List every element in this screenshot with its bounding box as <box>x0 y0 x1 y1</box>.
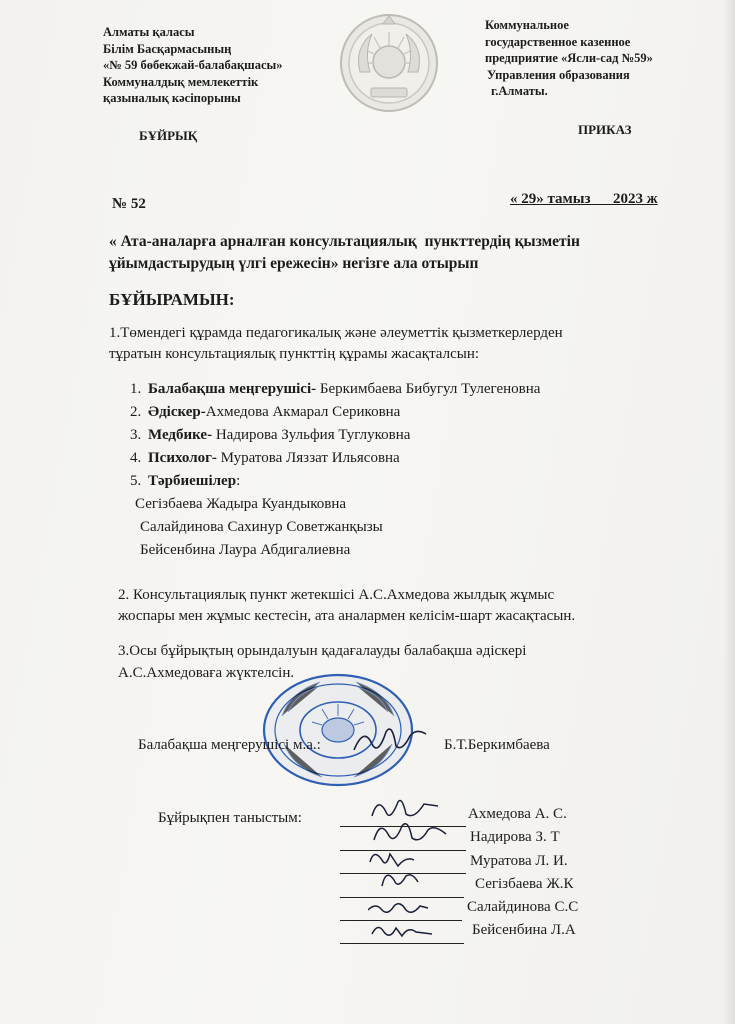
order-title-line2: ұйымдастырудың үлгі ережесін» негізге ала отырып <box>109 255 479 272</box>
header-left-line: Алматы қаласы <box>103 25 195 39</box>
item2-line2: жоспары мен жұмыс кестесін, ата аналармен келісім-шарт жасақтасын. <box>118 608 576 624</box>
list-item: 3. Медбике- Надирова Зульфия Туглуковна <box>130 427 411 443</box>
acquainted-name: Салайдинова С.С <box>467 899 579 915</box>
order-command: БҰЙЫРАМЫН: <box>109 290 235 309</box>
header-left-line: қазыналық кәсіпорыны <box>103 91 241 105</box>
list-item: 1. Балабақша меңгерушісі- Беркимбаева Бибугул Тулегеновна <box>130 381 541 397</box>
paper-edge-shadow <box>723 0 735 1024</box>
header-left-line: Білім Басқармасының <box>103 41 232 56</box>
item1-line1: 1.Төмендегі құрамда педагогикалық және әлеуметтік қызметкерлерден <box>109 325 563 341</box>
header-left-line: «№ 59 бөбекжай-балабақшасы» <box>103 58 283 72</box>
acquainted-name: Ахмедова А. С. <box>468 806 567 822</box>
educator-name: Сегізбаева Жадыра Куандыковна <box>135 496 347 512</box>
header-left-block <box>103 24 283 107</box>
director-signature-icon <box>350 722 430 756</box>
header-right-line: государственное казенное <box>485 34 631 49</box>
handwritten-signatures-icon <box>368 794 458 954</box>
list-item: 2. Әдіскер-Ахмедова Акмарал Сериковна <box>130 404 401 420</box>
header-right-line: Управления образования <box>487 67 630 82</box>
doc-type-ru: ПРИКАЗ <box>578 122 632 137</box>
director-position: Балабақша меңгерушісі м.а.: <box>138 737 321 753</box>
item3-line1: 3.Осы бұйрықтың орындалуын қадағалауды балабақша әдіскері <box>118 643 527 659</box>
item3-line2: А.С.Ахмедоваға жүктелсін. <box>118 665 295 681</box>
educator-name: Бейсенбина Лаура Абдигалиевна <box>140 542 351 558</box>
list-item: 5. Тәрбиешілер: <box>130 473 241 489</box>
header-right-line: г.Алматы. <box>491 84 548 98</box>
order-number: № 52 <box>112 196 146 212</box>
doc-type-kz: БҰЙРЫҚ <box>139 128 198 143</box>
members-list <box>130 378 540 493</box>
acquainted-name: Сегізбаева Ж.К <box>475 876 574 892</box>
acquainted-label: Бұйрықпен таныстым: <box>158 810 302 826</box>
kazakhstan-state-emblem-icon <box>338 12 440 114</box>
acquainted-name: Муратова Л. И. <box>470 853 568 869</box>
acquainted-name: Надирова З. Т <box>470 829 560 845</box>
header-right-block <box>485 17 653 100</box>
order-date: « 29» тамыз 2023 ж <box>510 191 658 207</box>
header-right-line: Коммунальное <box>485 18 569 32</box>
header-right-line: предприятие «Ясли-сад №59» <box>485 51 653 65</box>
item2-line1: 2. Консультациялық пункт жетекшісі А.С.Ахмедова жылдық жұмыс <box>118 587 555 603</box>
acquainted-name: Бейсенбина Л.А <box>472 922 576 938</box>
list-item: 4. Психолог- Муратова Ляззат Ильясовна <box>130 450 400 466</box>
item1-line2: тұратын консультациялық пункттің құрамы жасақталсын: <box>109 346 480 362</box>
order-title-line1: « Ата-аналарға арналған консультациялық пункттердің қызметін <box>109 233 580 250</box>
director-name: Б.Т.Беркимбаева <box>444 737 550 753</box>
educator-name: Салайдинова Сахинур Советжанқызы <box>140 519 383 535</box>
header-left-line: Коммуналдық мемлекеттік <box>103 74 259 89</box>
